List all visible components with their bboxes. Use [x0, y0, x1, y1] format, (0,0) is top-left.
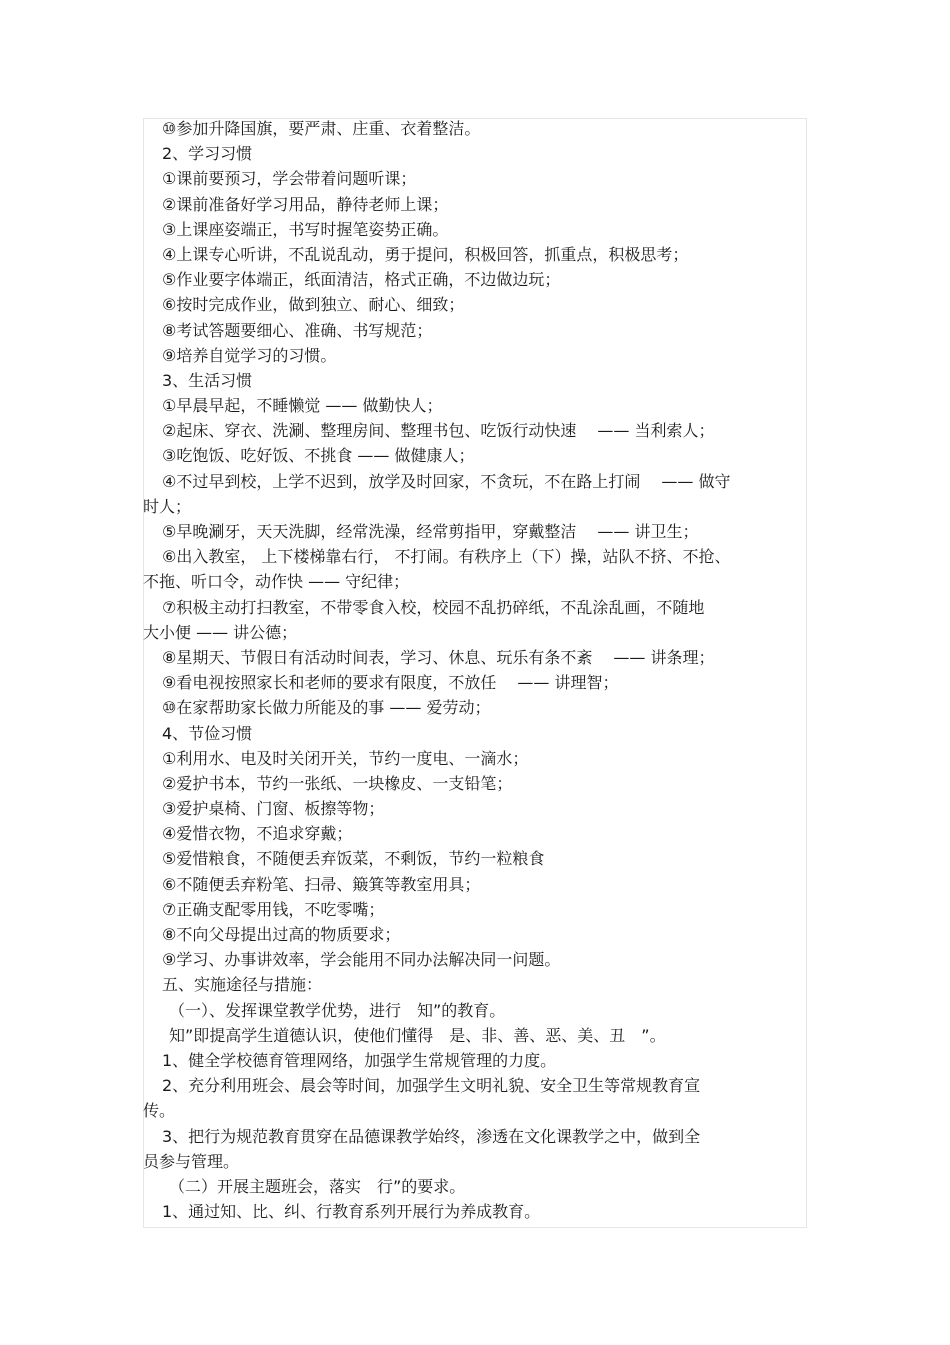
- text-line: 不拖、听口令，动作快 —— 守纪律；: [143, 572, 410, 592]
- text-line: ⑤爱惜粮食，不随便丢弃饭菜，不剩饭，节约一粒粮食: [162, 849, 545, 869]
- text-line: ⑨看电视按照家长和老师的要求有限度，不放任 —— 讲理智；: [162, 673, 619, 693]
- text-line: ③爱护桌椅、门窗、板擦等物；: [162, 799, 385, 819]
- text-line: ④上课专心听讲，不乱说乱动，勇于提问，积极回答，抓重点，积极思考；: [162, 244, 689, 264]
- text-line: 1、通过知、比、纠、行教育系列开展行为养成教育。: [162, 1202, 541, 1222]
- text-line: （二）开展主题班会，落实 行”的要求。: [169, 1176, 466, 1196]
- text-line: 时人；: [143, 496, 192, 516]
- text-line: ①早晨早起，不睡懒觉 —— 做勤快人；: [162, 396, 443, 416]
- text-line: 1、健全学校德育管理网络，加强学生常规管理的力度。: [162, 1050, 557, 1070]
- text-line: ⑤早晚涮牙，天天洗脚，经常洗澡，经常剪指甲，穿戴整洁 —— 讲卫生；: [162, 522, 699, 541]
- text-line: 五、实施途径与措施：: [162, 975, 323, 995]
- text-line: 4、节俭习惯: [162, 723, 253, 743]
- text-line: 2、学习习惯: [162, 144, 253, 164]
- text-line: ⑩在家帮助家长做力所能及的事 —— 爱劳动；: [162, 698, 491, 718]
- text-line: ④不过早到校，上学不迟到，放学及时回家，不贪玩，不在路上打闹 —— 做守: [162, 471, 731, 491]
- text-line: 2、充分利用班会、晨会等时间，加强学生文明礼貌、安全卫生等常规教育宣: [162, 1076, 701, 1096]
- text-line: ⑤作业要字体端正，纸面清洁，格式正确，不边做边玩；: [162, 270, 561, 290]
- text-line: ⑨学习、办事讲效率，学会能用不同办法解决同一问题。: [162, 950, 561, 970]
- text-line: ②起床、穿衣、洗涮、整理房间、整理书包、吃饭行动快速 —— 当利索人；: [162, 421, 715, 441]
- text-line: ①利用水、电及时关闭开关，节约一度电、一滴水；: [162, 748, 529, 768]
- text-line: 知”即提高学生道德认识，使他们懂得 是、非、善、恶、美、丑 ”。: [169, 1025, 666, 1045]
- text-line: 员参与管理。: [143, 1151, 240, 1171]
- text-line: ③吃饱饭、吃好饭、不挑食 —— 做健康人；: [162, 446, 475, 466]
- text-line: ③上课座姿端正，书写时握笔姿势正确。: [162, 219, 449, 239]
- text-line: ⑥按时完成作业，做到独立、耐心、细致；: [162, 295, 465, 315]
- text-line: 3、生活习惯: [162, 370, 253, 390]
- text-line: ⑧考试答题要细心、准确、书写规范；: [162, 320, 433, 340]
- text-line: 3、把行为规范教育贯穿在品德课教学始终，渗透在文化课教学之中，做到全: [162, 1126, 701, 1146]
- text-line: （一）、发挥课堂教学优势，进行 知”的教育。: [169, 1000, 506, 1020]
- text-line: ⑥不随便丢弃粉笔、扫帚、簸箕等教室用具；: [162, 874, 481, 894]
- text-line: ①课前要预习，学会带着问题听课；: [162, 169, 417, 189]
- text-line: ⑥出入教室， 上下楼梯靠右行， 不打闹。有秩序上（下）操，站队不挤、不抢、: [162, 547, 731, 567]
- text-line: ②课前准备好学习用品，静待老师上课；: [162, 194, 449, 214]
- text-line: ⑦正确支配零用钱，不吃零嘴；: [162, 899, 385, 919]
- text-line: ⑦积极主动打扫教室，不带零食入校，校园不乱扔碎纸，不乱涂乱画，不随地: [162, 597, 705, 617]
- text-line: 大小便 —— 讲公德；: [143, 622, 298, 642]
- document-body: [143, 116, 807, 1224]
- text-line: ⑧不向父母提出过高的物质要求；: [162, 925, 401, 944]
- text-line: ⑧星期天、节假日有活动时间表，学习、休息、玩乐有条不紊 —— 讲条理；: [162, 647, 715, 667]
- text-line: ④爱惜衣物，不追求穿戴；: [162, 824, 353, 844]
- text-line: ②爱护书本，节约一张纸、一块橡皮、一支铅笔；: [162, 773, 513, 793]
- text-line: ⑨培养自觉学习的习惯。: [162, 345, 337, 365]
- text-line: 传。: [143, 1101, 176, 1121]
- text-line: ⑩参加升降国旗，要严肃、庄重、衣着整洁。: [162, 119, 481, 138]
